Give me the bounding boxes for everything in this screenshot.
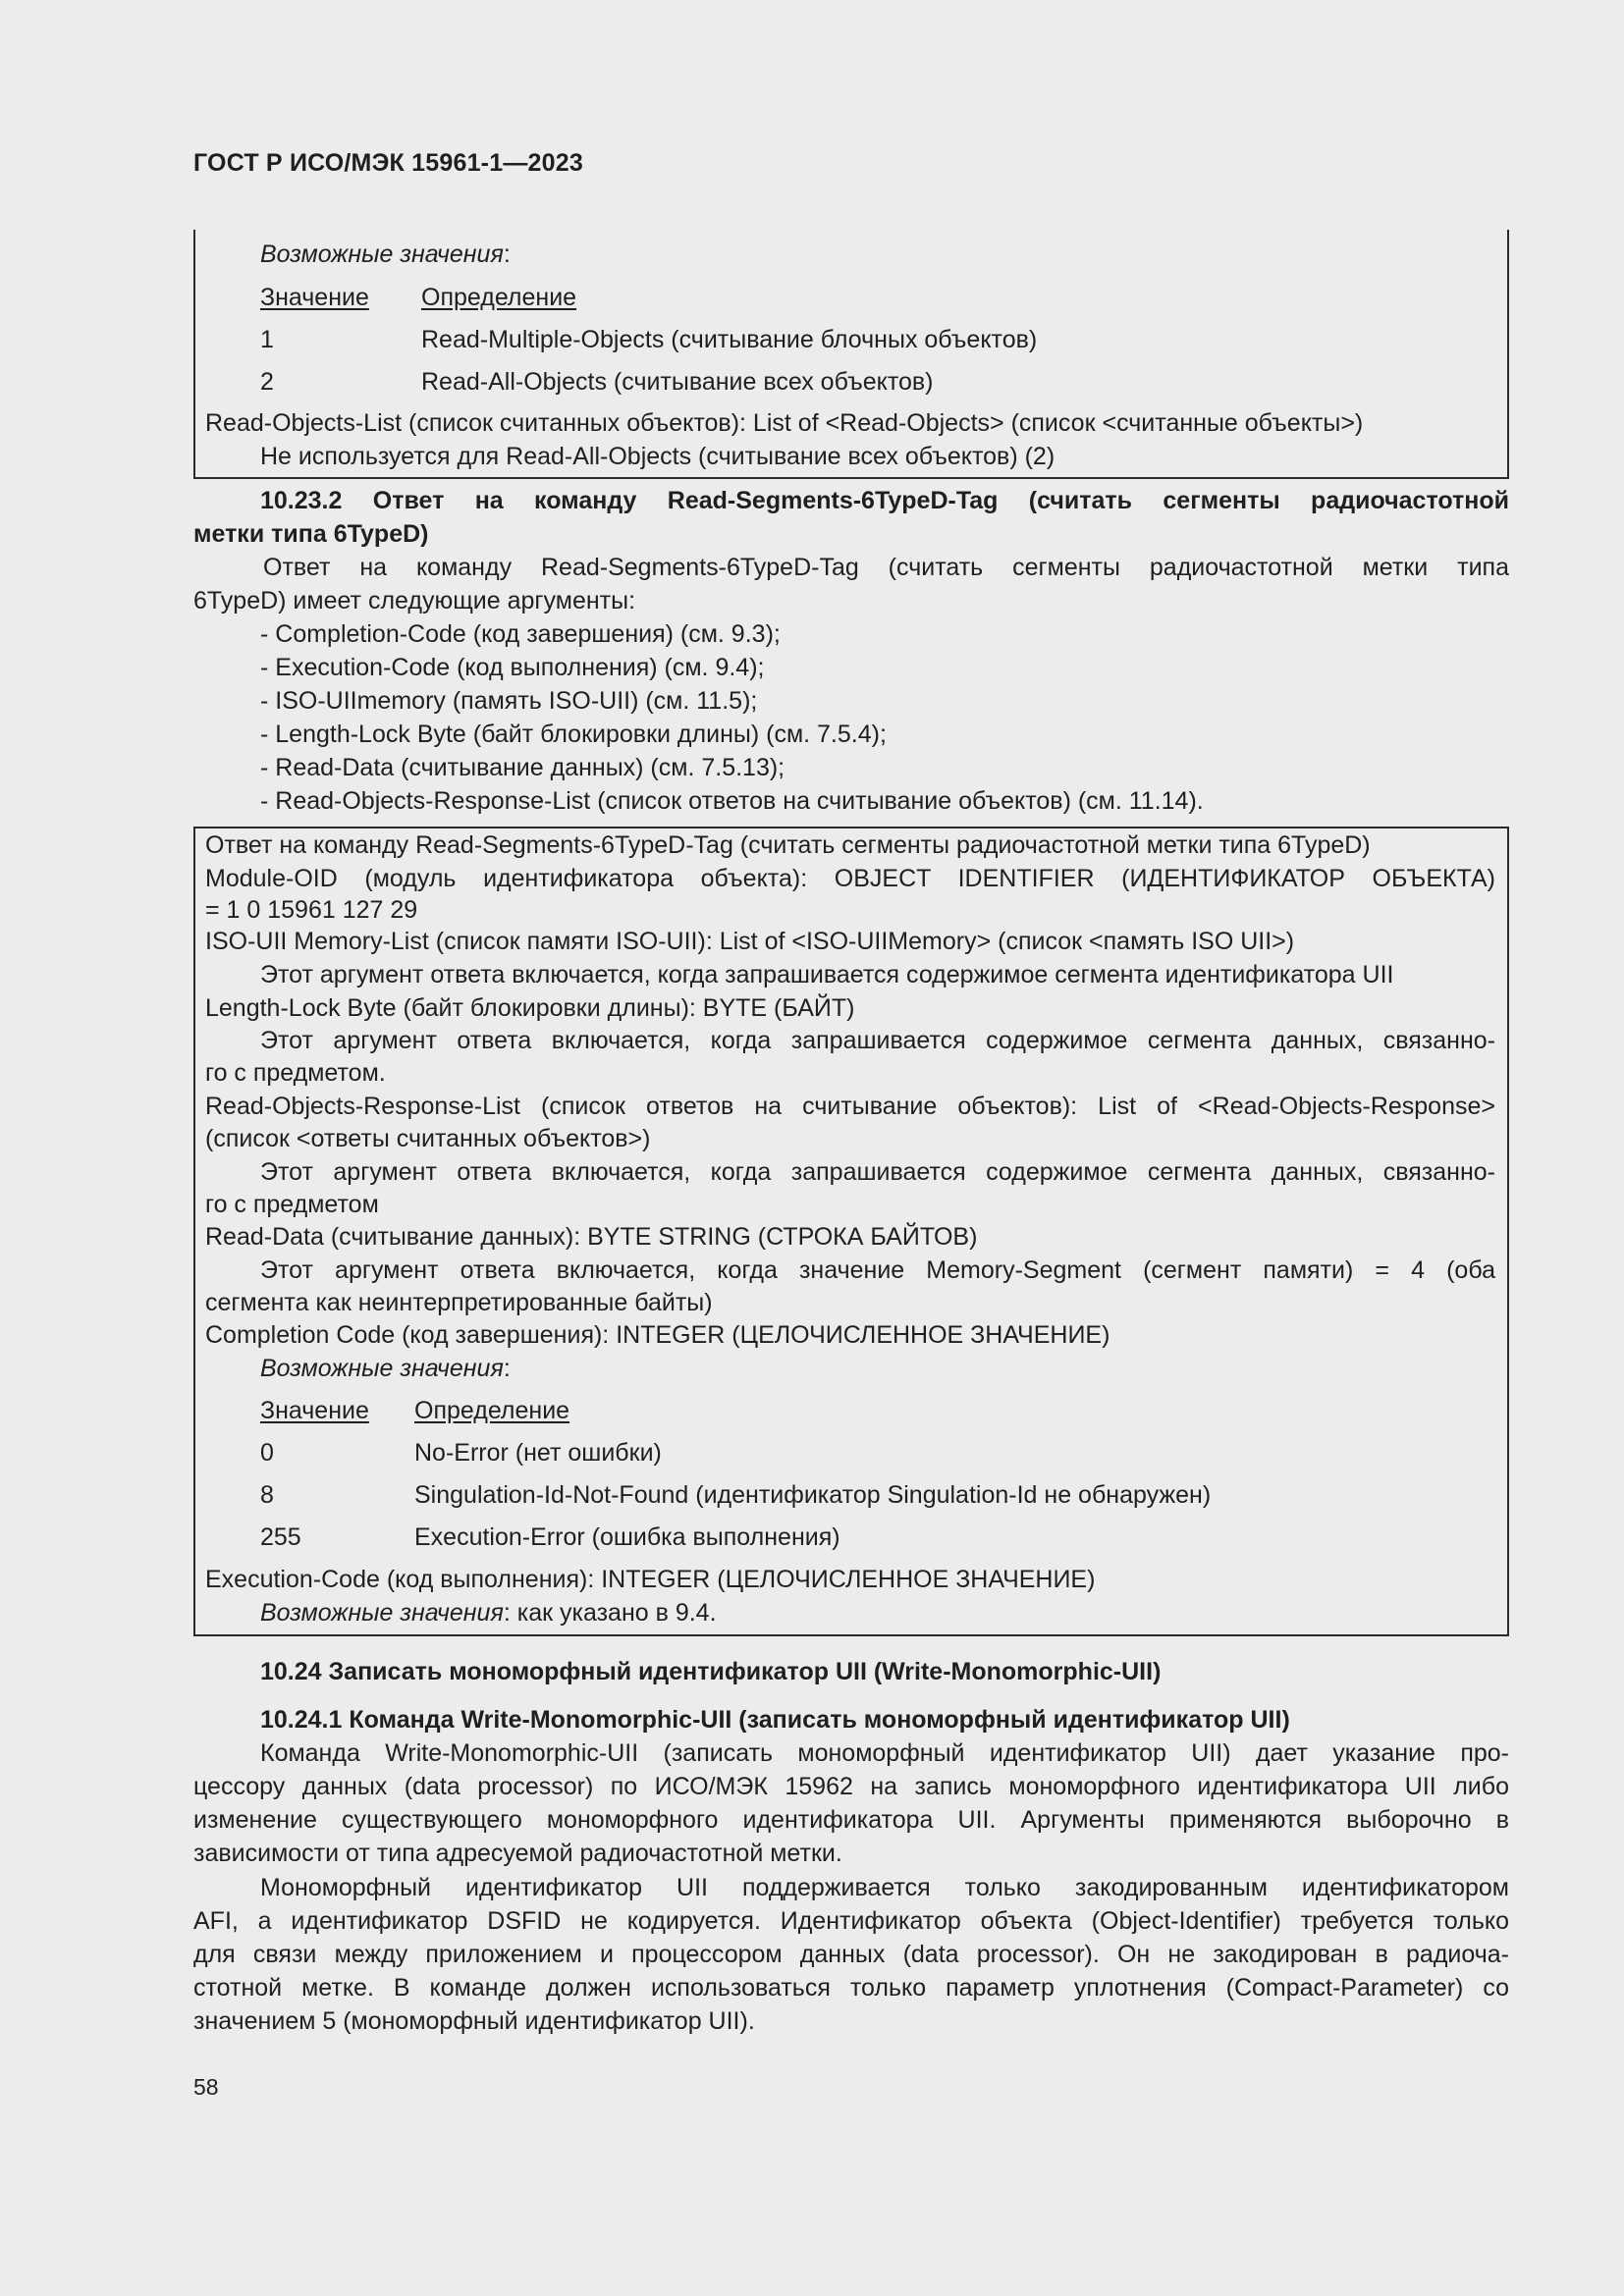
table-cell-definition: Execution-Error (ошибка выполнения): [414, 1523, 840, 1551]
table-cell-definition: Read-Multiple-Objects (считывание блочных объектов): [421, 326, 1038, 353]
table-cell-definition: Singulation-Id-Not-Found (идентификатор Singulation-Id не обнаружен): [414, 1481, 1212, 1509]
intro-paragraph-line: Ответ на команду Read-Segments-6TypeD-Tag (считать сегменты радиочастотной метки типа: [263, 554, 1509, 581]
possible-values-label: Возможные значения:: [260, 240, 511, 268]
table-header-definition: Определение: [421, 284, 577, 311]
table-cell-definition: Read-All-Objects (считывание всех объектов): [421, 368, 934, 396]
table-cell-value: 8: [260, 1481, 274, 1509]
argument-list-item: - Length-Lock Byte (байт блокировки длины) (см. 7.5.4);: [260, 721, 887, 748]
section-heading: 10.23.2 Ответ на команду Read-Segments-6TypeD-Tag (считать сегменты радиочастотной: [260, 487, 1509, 514]
box-text-line: Module-OID (модуль идентификатора объекта): OBJECT IDENTIFIER (ИДЕНТИФИКАТОР ОБЪЕКТА): [205, 865, 1495, 892]
box-text-line: Возможные значения: как указано в 9.4.: [260, 1599, 717, 1627]
section-heading-continued: метки типа 6TypeD): [193, 520, 429, 548]
table-cell-definition: No-Error (нет ошибки): [414, 1439, 662, 1467]
table-header-definition: Определение: [414, 1397, 570, 1424]
argument-list-item: - Read-Data (считывание данных) (см. 7.5.13);: [260, 754, 785, 781]
possible-values-label: Возможные значения:: [260, 1355, 511, 1382]
box-text-line: Этот аргумент ответа включается, когда значение Memory-Segment (сегмент памяти) = 4 (оба: [260, 1256, 1495, 1284]
argument-list-item: - Execution-Code (код выполнения) (см. 9.4);: [260, 654, 765, 681]
table-cell-value: 0: [260, 1439, 274, 1467]
box-text-line: Length-Lock Byte (байт блокировки длины): BYTE (БАЙТ): [205, 994, 855, 1022]
paragraph-line: значением 5 (мономорфный идентификатор UII).: [193, 2007, 755, 2035]
paragraph-line: цессору данных (data processor) по ИСО/МЭК 15962 на запись мономорфного идентификатора UII либо: [193, 1773, 1509, 1800]
box-text-line: Completion Code (код завершения): INTEGER (ЦЕЛОЧИСЛЕННОЕ ЗНАЧЕНИЕ): [205, 1321, 1110, 1349]
table-cell-value: 255: [260, 1523, 301, 1551]
table-cell-value: 2: [260, 368, 274, 396]
read-objects-list-line: Read-Objects-List (список считанных объектов): List of <Read-Objects> (список <считанные объекты>): [205, 409, 1364, 437]
box-text-line: Ответ на команду Read-Segments-6TypeD-Tag (считать сегменты радиочастотной метки типа 6TypeD): [205, 831, 1371, 859]
box-text-line: Read-Data (считывание данных): BYTE STRING (СТРОКА БАЙТОВ): [205, 1223, 978, 1251]
box-text-line: Этот аргумент ответа включается, когда запрашивается содержимое сегмента идентификатора UII: [260, 961, 1394, 988]
paragraph-line: зависимости от типа адресуемой радиочастотной метки.: [193, 1840, 842, 1867]
box-text-line: го с предметом.: [205, 1059, 386, 1087]
page-number: 58: [193, 2074, 219, 2100]
argument-list-item: - Read-Objects-Response-List (список ответов на считывание объектов) (см. 11.14).: [260, 787, 1204, 815]
box-text-line: Этот аргумент ответа включается, когда запрашивается содержимое сегмента данных, связанно-: [260, 1027, 1495, 1054]
box-text-line: го с предметом: [205, 1191, 379, 1218]
argument-list-item: - ISO-UIImemory (память ISO-UII) (см. 11.5);: [260, 687, 758, 715]
page-header: ГОСТ Р ИСО/МЭК 15961-1—2023: [193, 149, 583, 177]
not-used-line: Не используется для Read-All-Objects (считывание всех объектов) (2): [260, 443, 1056, 470]
table-cell-value: 1: [260, 326, 274, 353]
paragraph-line: Мономорфный идентификатор UII поддерживается только закодированным идентификатором: [260, 1874, 1509, 1901]
subsection-heading: 10.24.1 Команда Write-Monomorphic-UII (записать мономорфный идентификатор UII): [260, 1706, 1290, 1734]
paragraph-line: стотной метке. В команде должен использоваться только параметр уплотнения (Compact-Parameter) со: [193, 1974, 1509, 2002]
paragraph-line: изменение существующего мономорфного идентификатора UII. Аргументы применяются выборочно в: [193, 1806, 1509, 1834]
table-header-value: Значение: [260, 284, 369, 311]
intro-paragraph-line: 6TypeD) имеет следующие аргументы:: [193, 587, 636, 614]
box-text-line: сегмента как неинтерпретированные байты): [205, 1289, 713, 1316]
box-text-line: Этот аргумент ответа включается, когда запрашивается содержимое сегмента данных, связанно-: [260, 1158, 1495, 1186]
paragraph-line: для связи между приложением и процессором данных (data processor). Он не закодирован в радиоча-: [193, 1941, 1509, 1968]
box-text-line: Read-Objects-Response-List (список ответов на считывание объектов): List of <Read-Objects-Response>: [205, 1093, 1495, 1120]
box-text-line: Execution-Code (код выполнения): INTEGER (ЦЕЛОЧИСЛЕННОЕ ЗНАЧЕНИЕ): [205, 1566, 1096, 1593]
table-header-value: Значение: [260, 1397, 369, 1424]
argument-list-item: - Completion-Code (код завершения) (см. 9.3);: [260, 620, 781, 648]
section-heading: 10.24 Записать мономорфный идентификатор UII (Write-Monomorphic-UII): [260, 1658, 1162, 1685]
box-text-line: (список <ответы считанных объектов>): [205, 1125, 651, 1152]
box-text-line: = 1 0 15961 127 29: [205, 896, 418, 924]
paragraph-line: AFI, а идентификатор DSFID не кодируется. Идентификатор объекта (Object-Identifier) требуется только: [193, 1907, 1509, 1935]
box-text-line: ISO-UII Memory-List (список памяти ISO-UII): List of <ISO-UIIMemory> (список <память ISO UII>): [205, 928, 1295, 955]
paragraph-line: Команда Write-Monomorphic-UII (записать мономорфный идентификатор UII) дает указание про-: [260, 1739, 1509, 1767]
